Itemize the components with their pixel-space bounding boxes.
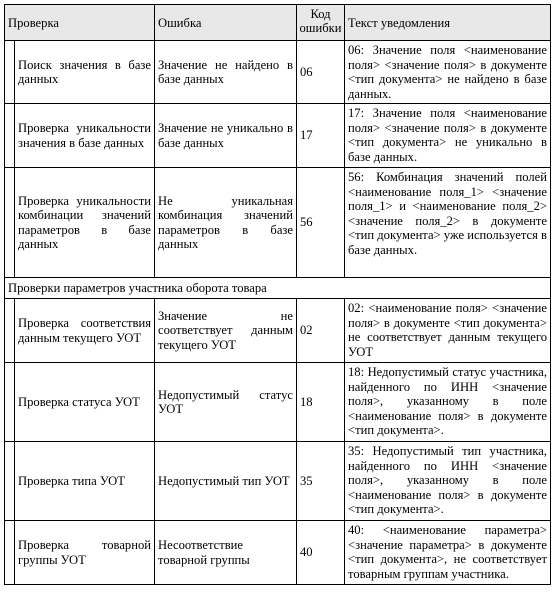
code-cell: 18 — [297, 363, 345, 442]
message-cell: 18: Недопустимый статус участника, найденного по ИНН <значение поля>, указанному в поле <наименование поля> в документе <тип документа>. — [345, 363, 551, 442]
section-row — [5, 278, 551, 299]
header-check: Проверка — [5, 5, 155, 41]
indent-cell — [5, 299, 15, 363]
error-codes-table — [4, 4, 551, 585]
check-cell: Проверка соответствия данным текущего УОТ — [15, 299, 155, 363]
error-cell: Не уникальная комбинация значений параметров в базе данных — [155, 168, 297, 278]
code-cell: 06 — [297, 41, 345, 104]
indent-cell — [5, 41, 15, 104]
message-cell: 56: Комбинация значений полей <наименование поля_1> <значение поля_1> и <наименование поля_2> <значение поля_2> в документе <тип документа> уже используется в базе данных. — [345, 168, 551, 278]
table-row — [5, 442, 551, 521]
code-cell: 40 — [297, 521, 345, 585]
table-row — [5, 299, 551, 363]
indent-cell — [5, 168, 15, 278]
code-cell: 56 — [297, 168, 345, 278]
check-cell: Проверка уникальности значения в базе данных — [15, 104, 155, 168]
table-row — [5, 363, 551, 442]
check-cell: Проверка уникальности комбинации значений параметров в базе данных — [15, 168, 155, 278]
check-cell: Проверка товарной группы УОТ — [15, 521, 155, 585]
code-cell: 35 — [297, 442, 345, 521]
indent-cell — [5, 363, 15, 442]
error-cell: Значение не соответствует данным текущего УОТ — [155, 299, 297, 363]
indent-cell — [5, 521, 15, 585]
check-cell: Проверка типа УОТ — [15, 442, 155, 521]
error-cell: Несоответствие товарной группы — [155, 521, 297, 585]
table-row — [5, 104, 551, 168]
header-code: Код ошибки — [297, 5, 345, 41]
error-cell: Значение не найдено в базе данных — [155, 41, 297, 104]
message-cell: 35: Недопустимый тип участника, найденного по ИНН <значение поля>, указанному в поле <наименование поля> в документе <тип документа>. — [345, 442, 551, 521]
check-cell: Поиск значения в базе данных — [15, 41, 155, 104]
message-cell: 06: Значение поля <наименование поля> <значение поля> в документе <тип документа> не найдено в базе данных. — [345, 41, 551, 104]
header-message: Текст уведомления — [345, 5, 551, 41]
error-cell: Значение не уникально в базе данных — [155, 104, 297, 168]
header-error: Ошибка — [155, 5, 297, 41]
message-cell: 40: <наименование параметра> <значение параметра> в документе <тип документа>, не соответствует товарным группам участника. — [345, 521, 551, 585]
table-row — [5, 41, 551, 104]
code-cell: 17 — [297, 104, 345, 168]
table-row — [5, 521, 551, 585]
error-cell: Недопустимый тип УОТ — [155, 442, 297, 521]
check-cell: Проверка статуса УОТ — [15, 363, 155, 442]
indent-cell — [5, 442, 15, 521]
table-row — [5, 168, 551, 278]
section-title: Проверки параметров участника оборота товара — [5, 278, 551, 299]
message-cell: 02: <наименование поля> <значение поля> в документе <тип документа> не соответствует данным текущего УОТ — [345, 299, 551, 363]
message-cell: 17: Значение поля <наименование поля> <значение поля> в документе <тип документа> не уникально в базе данных. — [345, 104, 551, 168]
code-cell: 02 — [297, 299, 345, 363]
table-header-row — [5, 5, 551, 41]
error-cell: Недопустимый статус УОТ — [155, 363, 297, 442]
indent-cell — [5, 104, 15, 168]
